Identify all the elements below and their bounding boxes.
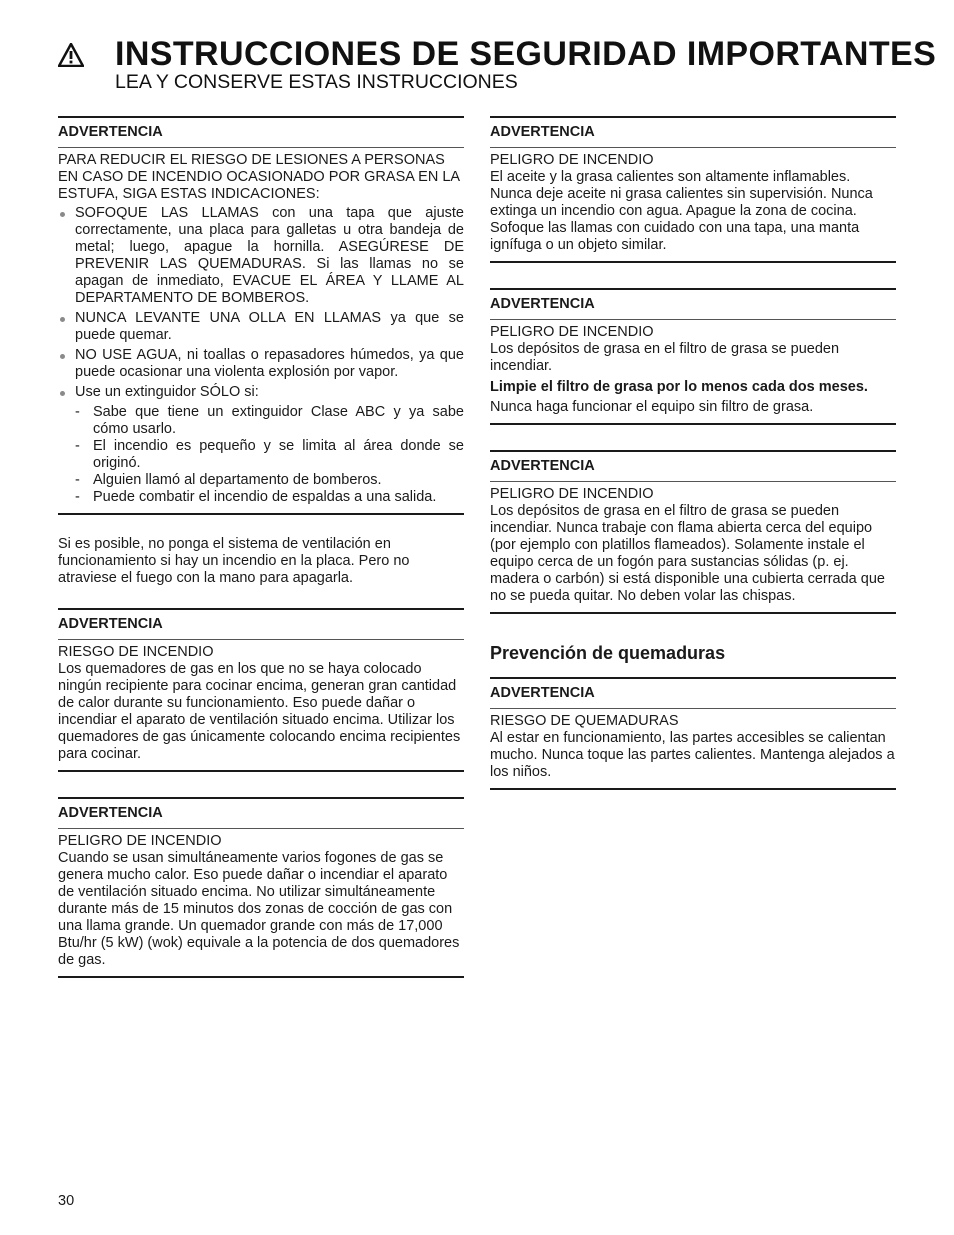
warning-heading: ADVERTENCIA [58,610,464,640]
page-subtitle: LEA Y CONSERVE ESTAS INSTRUCCIONES [115,71,518,93]
warning-heading: ADVERTENCIA [490,452,896,482]
warning-subheading: PELIGRO DE INCENDIO [490,152,654,168]
warning-bold-text: Limpie el filtro de grasa por lo menos cada dos meses. [490,379,868,395]
warning-block-grease-filter [490,288,896,425]
left-column [58,116,464,978]
page-number: 30 [58,1193,75,1209]
right-column [490,116,896,790]
dash-item: - Sabe que tiene un extinguidor Clase ABC y ya sabe cómo usarlo. [75,404,464,438]
warning-subheading: RIESGO DE QUEMADURAS [490,713,679,729]
warning-subheading: PELIGRO DE INCENDIO [58,833,222,849]
warning-block-hot-oil [490,116,896,263]
warning-text: Los depósitos de grasa en el filtro de grasa se pueden incendiar. Nunca trabaje con flama abierta cerca del equipo (por ejemplo con platillos flameados). Solamente instale el equipo cerca de un fogón para sustancias sólidas (p. ej. madera o carbón) si está disponible una cubierta cerrada que no se pueda quitar. No deben volar las chispas. [490,503,885,604]
warning-block-burners [58,608,464,772]
warning-text: Los quemadores de gas en los que no se haya colocado ningún recipiente para cocinar encima, generan gran cantidad de calor durante su funcionamiento. Eso puede dañar o incendiar el aparato de ventilación situado encima. Utilizar los quemadores de gas únicamente colocando encima recipientes para cocinar. [58,661,461,762]
warning-text: Los depósitos de grasa en el filtro de grasa se pueden incendiar. [490,341,840,374]
warning-block-simultaneous-burners [58,797,464,978]
dash-item: - Alguien llamó al departamento de bomberos. [75,472,464,489]
warning-text: Nunca haga funcionar el equipo sin filtro de grasa. [490,399,814,415]
bullet-list [58,205,464,401]
bullet-item: SOFOQUE LAS LLAMAS con una tapa que ajuste correctamente, una placa para galletas u otra bandeja de metal; luego, apague la hornilla. ASEGÚRESE DE PREVENIR LAS QUEMADURAS. Si las llamas no se apagan de inmediato, EVACUE EL ÁREA Y LLAME AL DEPARTAMENTO DE BOMBEROS. [58,205,464,307]
warning-text: Cuando se usan simultáneamente varios fogones de gas se genera mucho calor. Eso puede dañar o incendiar el aparato de ventilación situado encima. No utilizar simultáneamente durante más de 15 minutos dos zonas de cocción de gas con una llama grande. Un quemador grande con más de 17,000 Btu/hr (5 kW) (wok) equivale a la potencia de dos quemadores de gas. [58,850,460,968]
warning-heading: ADVERTENCIA [58,799,464,829]
bullet-item: Use un extinguidor SÓLO si: [58,384,464,401]
warning-intro: PARA REDUCIR EL RIESGO DE LESIONES A PERSONAS EN CASO DE INCENDIO OCASIONADO POR GRASA EN LA ESTUFA, SIGA ESTAS INDICACIONES: [58,152,460,202]
dash-item: - Puede combatir el incendio de espaldas a una salida. [75,489,464,506]
warning-heading: ADVERTENCIA [490,290,896,320]
warning-text: Al estar en funcionamiento, las partes accesibles se calientan mucho. Nunca toque las partes calientes. Mantenga alejados a los niños. [490,730,895,780]
warning-heading: ADVERTENCIA [490,679,896,709]
warning-block-open-flame [490,450,896,614]
warning-heading: ADVERTENCIA [58,118,464,148]
warning-subheading: PELIGRO DE INCENDIO [490,486,654,502]
page-title: INSTRUCCIONES DE SEGURIDAD IMPORTANTES [115,35,937,73]
warning-heading: ADVERTENCIA [490,118,896,148]
warning-subheading: PELIGRO DE INCENDIO [490,324,654,340]
warning-block-burns [490,677,896,790]
warning-triangle-icon [58,43,84,72]
warning-text: El aceite y la grasa calientes son altamente inflamables. Nunca deje aceite ni grasa calientes sin supervisión. Nunca extinga un incendio con agua. Apague la zona de cocina. Sofoque las llamas con cuidado con una tapa, una manta ignífuga o un objeto similar. [490,169,873,253]
warning-block-grease-fire [58,116,464,515]
warning-subheading: RIESGO DE INCENDIO [58,644,214,660]
bullet-item: NUNCA LEVANTE UNA OLLA EN LLAMAS ya que se puede quemar. [58,310,464,344]
section-title: Prevención de quemaduras [490,643,726,663]
dash-list [75,404,464,506]
bullet-item: NO USE AGUA, ni toallas o repasadores húmedos, ya que puede ocasionar una violenta explosión por vapor. [58,347,464,381]
dash-item: - El incendio es pequeño y se limita al área donde se originó. [75,438,464,472]
ventilation-note: Si es posible, no ponga el sistema de ventilación en funcionamiento si hay un incendio en la placa. Pero no atraviese el fuego con la mano para apagarla. [58,536,410,586]
